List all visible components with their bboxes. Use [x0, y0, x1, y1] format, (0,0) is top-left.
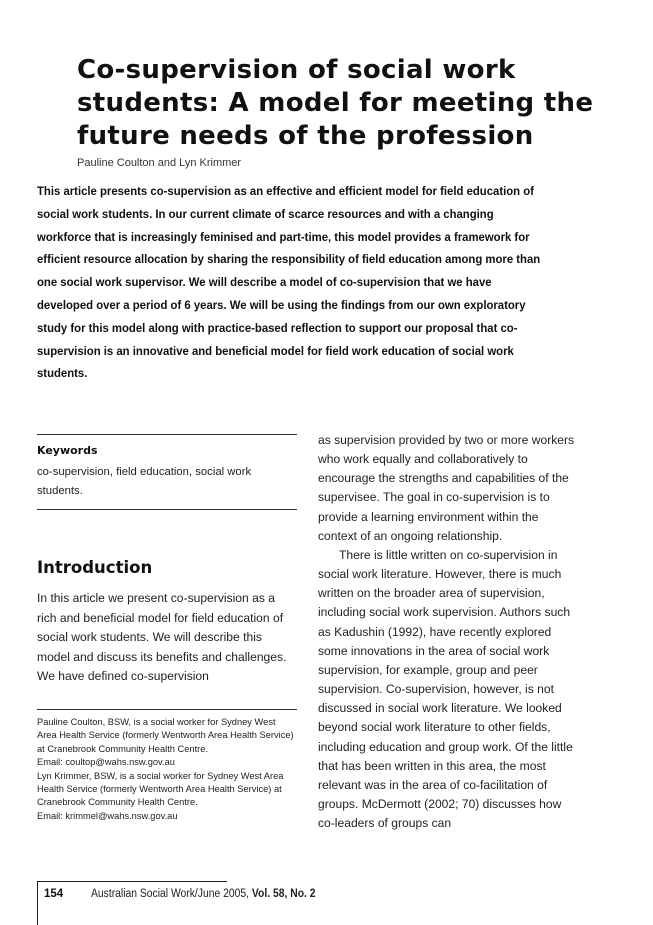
keywords-heading: Keywords	[37, 444, 98, 457]
author-footnote	[37, 716, 297, 823]
footnote-author2: Lyn Krimmer, BSW, is a social worker for Sydney West Area Health Service (formerly Wentworth Area Health Service) at Cranebrook Community Health Centre.	[37, 770, 284, 808]
journal-name: Australian Social Work/June 2005,	[91, 888, 250, 900]
footnote-author1: Pauline Coulton, BSW, is a social worker for Sydney West Area Health Service (formerly Wentworth Area Health Service) at Cranebrook Community Health Centre.	[37, 717, 294, 754]
article-abstract: This article presents co-supervision as an effective and efficient model for field education of social work students. In our current climate of scarce resources and with a changing workforce that is increasingly feminised and part-time, this model provides a framework for efficient resource allocation by sharing the responsibility of field education among more than one social work supervisor. We will describe a model of co-supervision that we have developed over a period of 6 years. We will be using the findings from our own exploratory study for this model along with practice-based reflection to support our proposal that co-supervision is an innovative and beneficial model for field work education of social work students.	[37, 184, 541, 381]
footer-horizontal-rule	[37, 881, 227, 882]
column2-paragraph2: There is little written on co-supervision in social work literature. However, there is much written on the broader area of supervision, including social work supervision. Authors such as Kadushin (1992), have recently explored some innovations in the area of social work supervision, for example, group and peer supervision. Co-supervision, however, is not discussed in social work literature. We looked beyond social work literature to other fields, including education and group work. Of the little that has been written in this area, the most relevant was in the area of co-facilitation of groups. McDermott (2002; 70) discusses how co-leaders of groups can	[318, 547, 573, 831]
right-column	[318, 431, 580, 833]
page-number: 154	[44, 888, 64, 900]
footer-vertical-rule	[37, 881, 38, 925]
journal-citation	[91, 888, 316, 900]
introduction-paragraph: In this article we present co-supervision as a rich and beneficial model for field education of social work students. We will describe this model and discuss its benefits and challenges. We have defined co-supervision	[37, 591, 287, 684]
keywords-text: co-supervision, field education, social work students.	[37, 466, 252, 497]
article-authors: Pauline Coulton and Lyn Krimmer	[77, 157, 242, 169]
journal-volume: Vol. 58, No. 2	[251, 888, 316, 900]
footnote-rule	[37, 709, 297, 710]
keywords-bottom-rule	[37, 509, 297, 510]
article-title: Co-supervision of social work students: A model for meeting the future needs of the profession	[77, 55, 594, 151]
keywords-top-rule	[37, 434, 297, 435]
introduction-heading: Introduction	[37, 558, 153, 577]
column2-paragraph1: as supervision provided by two or more workers who work equally and collaboratively to encourage the strengths and capabilities of the supervisee. The goal in co-supervision is to provide a learning environment within the context of an ongoing relationship.	[318, 433, 575, 543]
footnote-email1: Email: coultop@wahs.nsw.gov.au	[37, 757, 175, 768]
footnote-email2: Email: krimmel@wahs.nsw.gov.au	[37, 810, 178, 821]
